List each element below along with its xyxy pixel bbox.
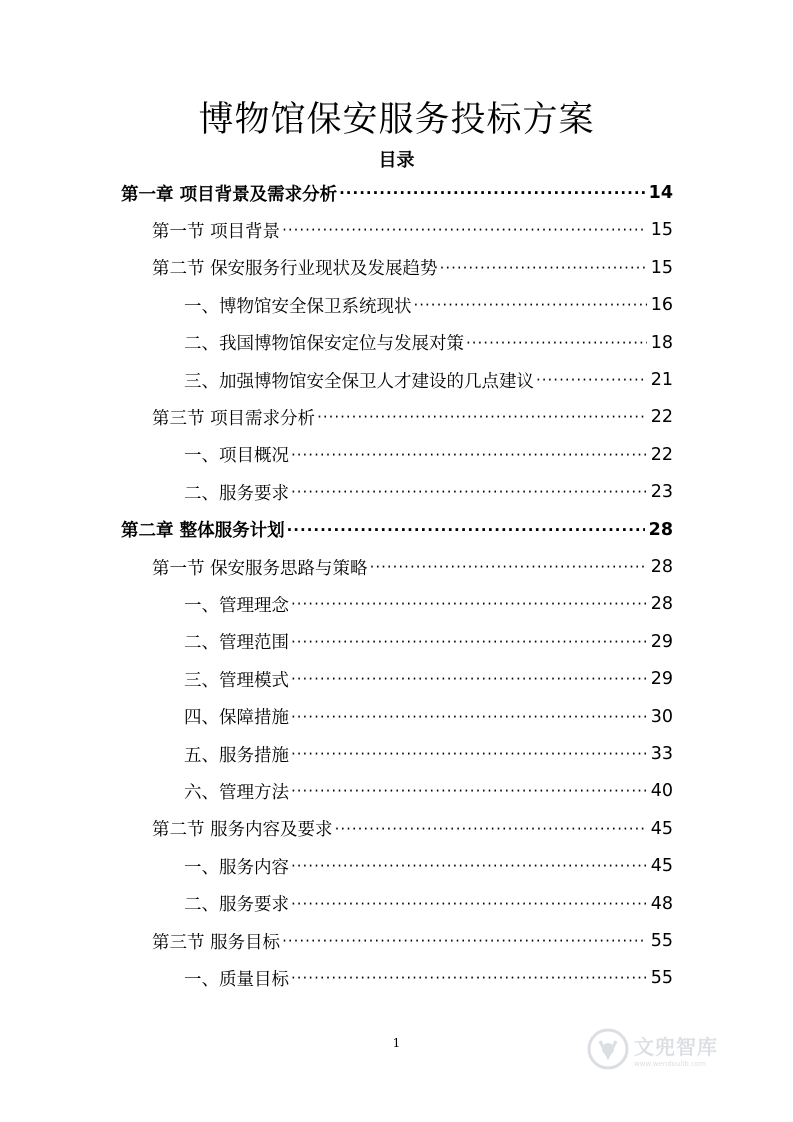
toc-entry-page: 45 (650, 856, 673, 877)
toc-entry-label: 第二节 保安服务行业现状及发展趋势 (152, 259, 438, 280)
toc-entry[interactable] (184, 290, 673, 320)
toc-entry[interactable] (184, 664, 673, 694)
toc-entry-label: 第三节 服务目标 (152, 932, 281, 953)
toc-leader-dots (291, 633, 647, 651)
watermark-url: www.wendoulib.com (634, 1059, 706, 1068)
toc-leader-dots (291, 595, 647, 613)
toc-leader-dots (291, 745, 647, 763)
toc-entry[interactable] (184, 365, 673, 395)
toc-entry-label: 第一节 项目背景 (152, 221, 281, 242)
toc-entry[interactable] (152, 402, 673, 432)
toc-entry[interactable] (184, 589, 673, 619)
toc-entry-label: 二、服务要求 (184, 895, 289, 916)
toc-leader-dots (536, 371, 647, 389)
toc-entry-label: 第一节 保安服务思路与策略 (152, 558, 368, 579)
toc-entry-page: 21 (650, 370, 673, 390)
toc-entry-label: 一、管理理念 (184, 595, 289, 616)
toc-entry[interactable] (184, 963, 673, 993)
toc-entry-label: 二、管理范围 (184, 633, 289, 654)
toc-entry-page: 55 (650, 968, 673, 989)
toc-entry[interactable] (152, 215, 673, 245)
toc-leader-dots (291, 782, 647, 800)
toc-leader-dots (291, 670, 647, 688)
toc-entry-label: 一、质量目标 (184, 969, 289, 990)
toc-entry-page: 15 (650, 220, 673, 241)
toc-entry-page: 14 (648, 183, 673, 203)
toc-entry-page: 28 (650, 557, 673, 577)
toc-leader-dots (291, 857, 647, 875)
toc-entry-label: 三、加强博物馆安全保卫人才建设的几点建议 (184, 371, 534, 392)
toc-entry[interactable] (184, 702, 673, 732)
toc-entry-page: 28 (648, 519, 673, 540)
toc-entry[interactable] (152, 552, 673, 582)
toc-leader-dots (287, 521, 645, 539)
toc-leader-dots (291, 708, 647, 726)
toc-entry[interactable] (184, 477, 673, 507)
toc-entry[interactable] (184, 776, 673, 806)
toc-entry-page: 16 (650, 295, 673, 316)
toc-entry-label: 二、服务要求 (184, 483, 289, 504)
toc-entry-label: 三、管理模式 (184, 670, 289, 691)
toc-entry-page: 45 (650, 818, 673, 839)
watermark (586, 1024, 751, 1074)
toc-entry[interactable] (184, 889, 673, 919)
toc-entry-page: 15 (650, 257, 673, 278)
toc-entry-page: 22 (650, 444, 673, 465)
document-title: 博物馆保安服务投标方案 (198, 100, 595, 140)
toc-entry[interactable] (184, 627, 673, 657)
toc-entry-page: 23 (650, 482, 673, 503)
toc-leader-dots (291, 483, 647, 501)
watermark-name: 文兜智库 (634, 1034, 718, 1059)
toc-entry[interactable] (184, 328, 673, 358)
toc-entry-label: 第三节 项目需求分析 (152, 408, 316, 429)
toc-leader-dots (291, 895, 647, 913)
toc-leader-dots (370, 558, 647, 576)
toc-entry-page: 18 (650, 332, 673, 353)
toc-entry[interactable] (184, 739, 673, 769)
toc-entry-label: 一、项目概况 (184, 446, 289, 467)
toc-entry-page: 30 (650, 706, 673, 727)
toc-leader-dots (414, 296, 647, 314)
toc-entry-page: 33 (650, 744, 673, 764)
toc-entry-page: 29 (650, 669, 673, 690)
toc-entry-label: 六、管理方法 (184, 782, 289, 803)
toc-entry-label: 二、我国博物馆保安定位与发展对策 (184, 334, 464, 355)
toc-heading: 目录 (378, 150, 415, 171)
toc-leader-dots (282, 932, 647, 950)
toc-entry[interactable] (184, 851, 673, 881)
toc-entry[interactable] (152, 253, 673, 283)
toc-entry[interactable] (121, 178, 673, 208)
toc-leader-dots (466, 334, 647, 352)
toc-entry-page: 48 (650, 893, 673, 914)
toc-entry-page: 28 (650, 594, 673, 615)
toc-leader-dots (291, 446, 647, 464)
toc-entry[interactable] (152, 926, 673, 956)
toc-entry[interactable] (184, 440, 673, 470)
toc-entry-page: 55 (650, 931, 673, 951)
toc-entry[interactable] (121, 515, 673, 545)
page-number: 1 (392, 1036, 401, 1050)
toc-entry-label: 四、保障措施 (184, 708, 289, 729)
toc-leader-dots (291, 969, 647, 987)
toc-leader-dots (335, 820, 647, 838)
toc-entry-label: 一、博物馆安全保卫系统现状 (184, 296, 412, 317)
toc-entry[interactable] (152, 814, 673, 844)
toc-leader-dots (440, 259, 647, 277)
toc-leader-dots (317, 408, 647, 426)
toc-entry-page: 40 (650, 781, 673, 802)
toc-entry-page: 29 (650, 631, 673, 652)
toc-leader-dots (282, 221, 647, 239)
toc-entry-label: 一、服务内容 (184, 857, 289, 878)
wendou-logo-icon (586, 1027, 630, 1071)
toc-entry-page: 22 (650, 407, 673, 428)
toc-entry-label: 第一章 项目背景及需求分析 (121, 184, 338, 205)
toc-entry-label: 第二章 整体服务计划 (121, 521, 285, 542)
toc-leader-dots (339, 184, 645, 202)
toc-entry-label: 第二节 服务内容及要求 (152, 820, 333, 841)
toc-entry-label: 五、服务措施 (184, 745, 289, 766)
